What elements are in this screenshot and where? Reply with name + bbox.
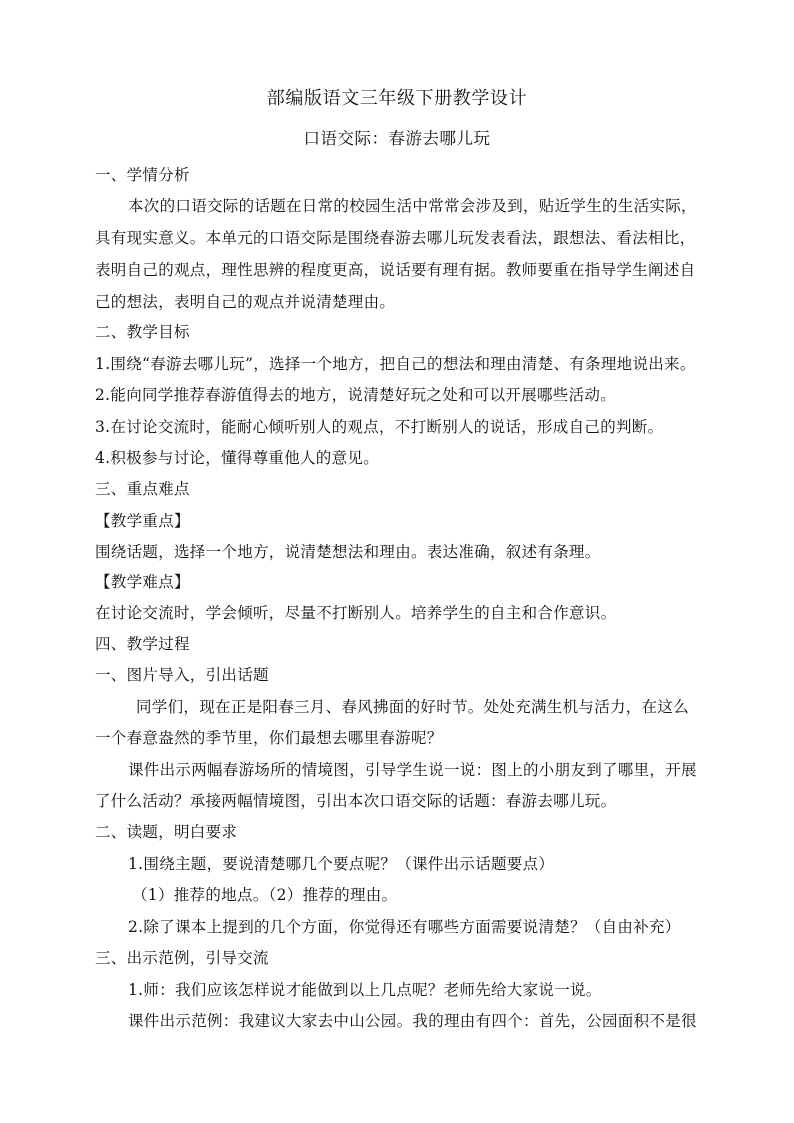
paragraph-line: 1.师：我们应该怎样说才能做到以上几点呢？老师先给大家说一说。 [128,981,602,999]
section-heading-analysis: 一、学情分析 [95,166,190,184]
section-heading-process: 四、教学过程 [95,635,190,653]
paragraph-line: 本次的口语交际的话题在日常的校园生活中常常会涉及到，贴近学生的生活实际， [128,197,697,215]
paragraph-line: 课件出示范例：我建议大家去中山公园。我的理由有四个：首先，公园面积不是很 [128,1012,697,1030]
goal-item: 2.能向同学推荐春游值得去的地方，说清楚好玩之处和可以开展哪些活动。 [95,386,616,404]
key-label: 【教学重点】 [95,512,190,530]
paragraph-line: 2.除了课本上提到的几个方面，你觉得还有哪些方面需要说清楚？（自由补充） [128,918,681,936]
paragraph-line: 同学们，现在正是阳春三月、春风拂面的好时节。处处充满生机与活力，在这么 [136,698,690,716]
section-heading-key-points: 三、重点难点 [95,480,190,498]
difficulty-label: 【教学难点】 [95,573,190,591]
section-heading-goals: 二、教学目标 [95,323,190,341]
process-step-heading: 一、图片导入，引出话题 [95,666,269,684]
paragraph-line: 1.围绕主题，要说清楚哪几个要点呢？（课件出示话题要点） [128,855,555,873]
goal-item: 4.积极参与讨论，懂得尊重他人的意见。 [95,449,379,467]
key-text: 围绕话题，选择一个地方，说清楚想法和理由。表达准确，叙述有条理。 [95,543,601,561]
paragraph-line: 具有现实意义。本单元的口语交际是围绕春游去哪儿玩发表看法，跟想法、看法相比， [95,229,696,247]
paragraph-line: 了什么活动？承接两幅情境图，引出本次口语交际的话题：春游去哪儿玩。 [95,792,617,810]
difficulty-text: 在讨论交流时，学会倾听，尽量不打断别人。培养学生的自主和合作意识。 [95,604,617,622]
goal-item: 3.在讨论交流时，能耐心倾听别人的观点，不打断别人的说话，形成自己的判断。 [95,418,664,436]
document-title: 部编版语文三年级下册教学设计 [266,88,528,109]
process-step-heading: 三、出示范例，引导交流 [95,949,269,967]
paragraph-line: （1）推荐的地点。（2）推荐的理由。 [132,886,398,904]
paragraph-line: 课件出示两幅春游场所的情境图，引导学生说一说：图上的小朋友到了哪里，开展 [128,761,697,779]
process-step-heading: 二、读题，明白要求 [95,823,238,841]
goal-item: 1.围绕“春游去哪儿玩”，选择一个地方，把自己的想法和理由清楚、有条理地说出来。 [95,355,696,373]
paragraph-line: 一个春意盎然的季节里，你们最想去哪里春游呢？ [95,729,443,747]
document-subtitle: 口语交际：春游去哪儿玩 [303,129,491,148]
paragraph-line: 己的想法，表明自己的观点并说清楚理由。 [95,293,396,311]
paragraph-line: 表明自己的观点，理性思辨的程度更高，说话要有理有据。教师要重在指导学生阐述自 [95,261,696,279]
